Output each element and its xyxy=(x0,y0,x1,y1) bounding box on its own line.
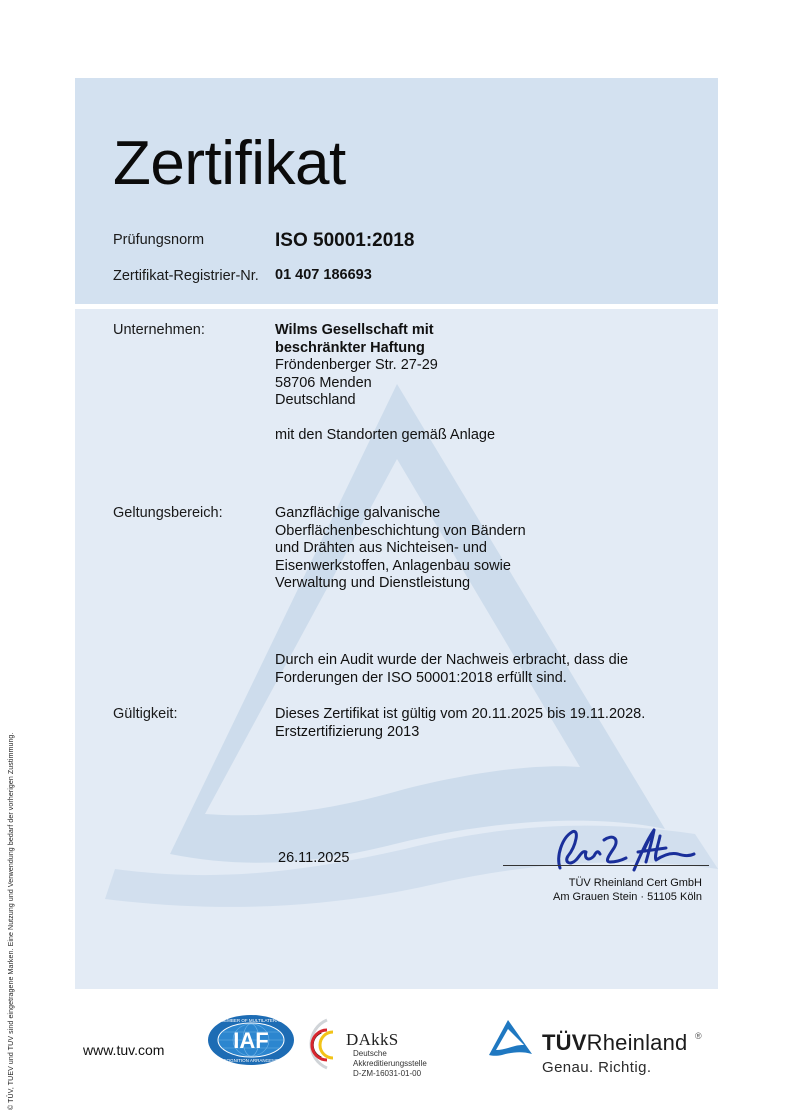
scope-line: Ganzflächige galvanische xyxy=(275,505,441,521)
validity-text xyxy=(275,706,645,741)
scope-label: Geltungsbereich: xyxy=(113,505,223,521)
scope-line: Eisenwerkstoffen, Anlagenbau sowie xyxy=(275,557,511,574)
svg-text:IAF: IAF xyxy=(233,1028,269,1053)
standard-label: Prüfungsnorm xyxy=(113,232,205,248)
tuv-triangle-logo-icon xyxy=(488,1018,534,1058)
certificate-title: Zertifikat xyxy=(113,129,346,198)
signature-line xyxy=(503,865,709,866)
audit-statement-line2: Forderungen der ISO 50001:2018 erfüllt sind. xyxy=(275,669,567,686)
scope-line: Oberflächenbeschichtung von Bändern xyxy=(275,522,526,539)
validity-label: Gültigkeit: xyxy=(113,706,178,722)
dakks-title: DAkkS xyxy=(346,1030,399,1049)
svg-text:RECOGNITION ARRANGEMENT: RECOGNITION ARRANGEMENT xyxy=(217,1058,285,1063)
issuer-address: Am Grauen Stein · 51105 Köln xyxy=(553,890,702,903)
dakks-subtitle: Deutsche Akkreditierungsstelle D-ZM-16031-01-00 xyxy=(353,1049,427,1078)
website-link[interactable]: www.tuv.com xyxy=(83,1042,165,1058)
registry-value: 01 407 186693 xyxy=(275,267,372,283)
issuer-name: TÜV Rheinland Cert GmbH xyxy=(568,877,702,889)
company-block xyxy=(275,322,495,444)
company-label: Unternehmen: xyxy=(113,322,205,338)
registry-label: Zertifikat-Registrier-Nr. xyxy=(113,268,259,284)
company-street: Fröndenberger Str. 27-29 xyxy=(275,357,438,373)
tuv-rheinland-wordmark: TÜVRheinland xyxy=(542,1030,688,1055)
validity-line2: Erstzertifizierung 2013 xyxy=(275,723,420,740)
scope-line: Verwaltung und Dienstleistung xyxy=(275,575,471,591)
registered-mark: ® xyxy=(695,1031,702,1041)
iaf-logo-icon xyxy=(207,1014,295,1066)
issue-date: 26.11.2025 xyxy=(278,850,350,866)
company-city: 58706 Menden xyxy=(275,374,372,391)
validity-line1: Dieses Zertifikat ist gültig vom 20.11.2025 bis 19.11.2028. xyxy=(275,706,646,722)
svg-text:MEMBER OF MULTILATERAL: MEMBER OF MULTILATERAL xyxy=(220,1018,282,1023)
tuv-claim: Genau. Richtig. xyxy=(542,1059,652,1076)
scope-text xyxy=(275,505,526,593)
dakks-logo xyxy=(301,1012,441,1078)
standard-value: ISO 50001:2018 xyxy=(275,230,415,251)
company-name-line1: Wilms Gesellschaft mit xyxy=(275,322,434,338)
audit-statement-line1: Durch ein Audit wurde der Nachweis erbracht, dass die xyxy=(275,652,629,668)
signature-icon xyxy=(548,826,698,876)
issuer-block xyxy=(553,877,702,904)
audit-statement xyxy=(275,652,628,687)
dakks-arcs-icon xyxy=(301,1014,351,1074)
company-sites-note: mit den Standorten gemäß Anlage xyxy=(275,426,496,443)
company-country: Deutschland xyxy=(275,392,356,408)
scope-line: und Drähten aus Nichteisen- und xyxy=(275,540,487,556)
trademark-note: © TÜV, TUEV und TUV sind eingetragene Marken. Eine Nutzung und Verwendung bedarf der vorherigen Zustimmung. xyxy=(8,732,15,1110)
company-name-line2: beschränkter Haftung xyxy=(275,339,425,356)
